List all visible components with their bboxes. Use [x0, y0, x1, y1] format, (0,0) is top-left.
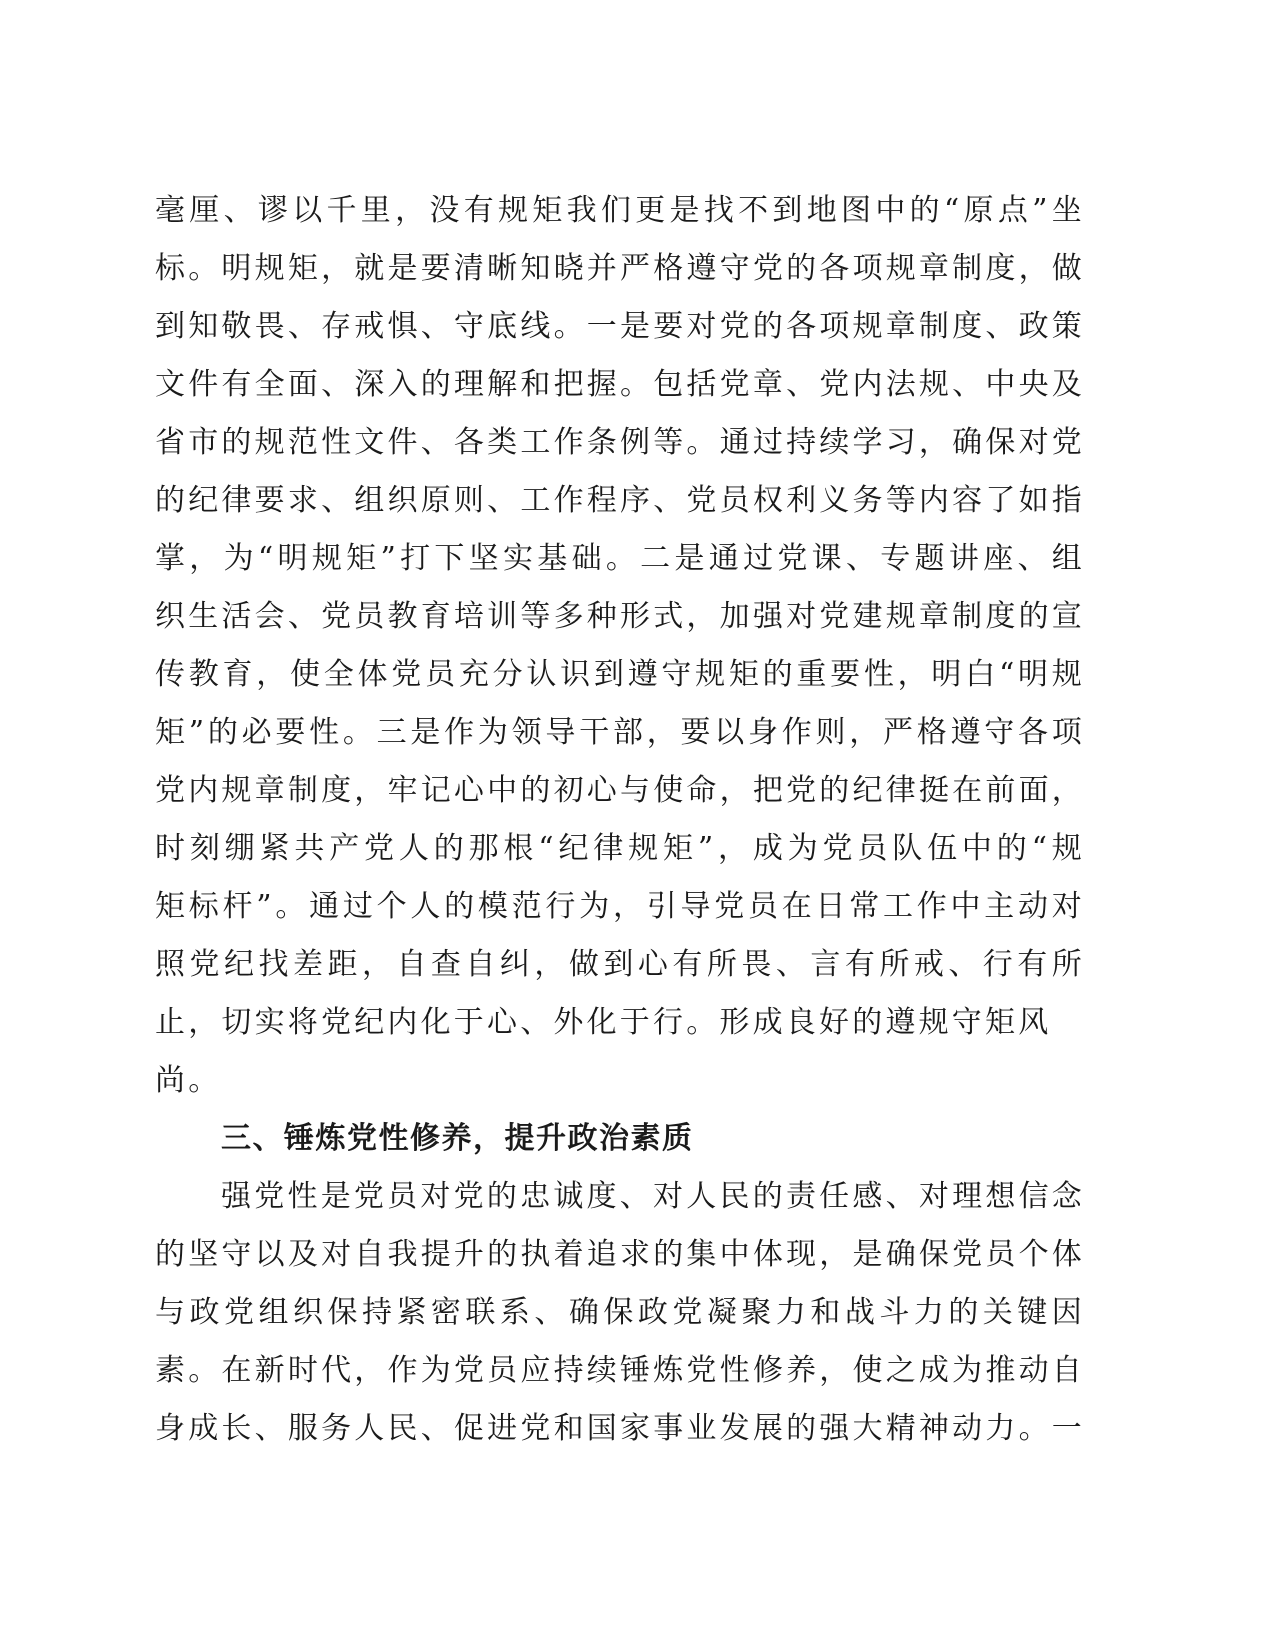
text-line: 矩”的必要性。三是作为领导干部，要以身作则，严格遵守各项 [155, 715, 1085, 750]
text-line: 身成长、服务人民、促进党和国家事业发展的强大精神动力。一 [155, 1411, 1085, 1446]
text-line: 照党纪找差距，自查自纠，做到心有所畏、言有所戒、行有所 [155, 947, 1085, 982]
text-line: 传教育，使全体党员充分认识到遵守规矩的重要性，明白“明规 [155, 657, 1085, 692]
text-line: 素。在新时代，作为党员应持续锤炼党性修养，使之成为推动自 [155, 1353, 1085, 1388]
text-line: 矩标杆”。通过个人的模范行为，引导党员在日常工作中主动对 [155, 889, 1085, 924]
text-line: 标。明规矩，就是要清晰知晓并严格遵守党的各项规章制度，做 [155, 251, 1085, 286]
text-line: 党内规章制度，牢记心中的初心与使命，把党的纪律挺在前面， [155, 773, 1085, 808]
text-line: 与政党组织保持紧密联系、确保政党凝聚力和战斗力的关键因 [155, 1295, 1085, 1330]
text-line: 强党性是党员对党的忠诚度、对人民的责任感、对理想信念 [221, 1179, 1085, 1214]
text-line: 文件有全面、深入的理解和把握。包括党章、党内法规、中央及 [155, 367, 1085, 402]
text-line: 时刻绷紧共产党人的那根“纪律规矩”，成为党员队伍中的“规 [155, 831, 1085, 866]
document-body [155, 182, 1085, 1458]
paragraph-party-spirit [155, 1168, 1085, 1458]
text-line: 的纪律要求、组织原则、工作程序、党员权利义务等内容了如指 [155, 483, 1085, 518]
text-line: 掌，为“明规矩”打下坚实基础。二是通过党课、专题讲座、组 [155, 541, 1085, 576]
text-line: 的坚守以及对自我提升的执着追求的集中体现，是确保党员个体 [155, 1237, 1085, 1272]
text-line: 织生活会、党员教育培训等多种形式，加强对党建规章制度的宣 [155, 599, 1085, 634]
text-line: 省市的规范性文件、各类工作条例等。通过持续学习，确保对党 [155, 425, 1085, 460]
text-line: 到知敬畏、存戒惧、守底线。一是要对党的各项规章制度、政策 [155, 309, 1085, 344]
paragraph-rules [155, 182, 1085, 1110]
text-line: 止，切实将党纪内化于心、外化于行。形成良好的遵规守矩风 [155, 1005, 1052, 1040]
section-heading: 三、锤炼党性修养，提升政治素质 [221, 1121, 694, 1156]
text-line: 尚。 [155, 1063, 222, 1098]
text-line: 毫厘、谬以千里，没有规矩我们更是找不到地图中的“原点”坐 [155, 193, 1085, 228]
